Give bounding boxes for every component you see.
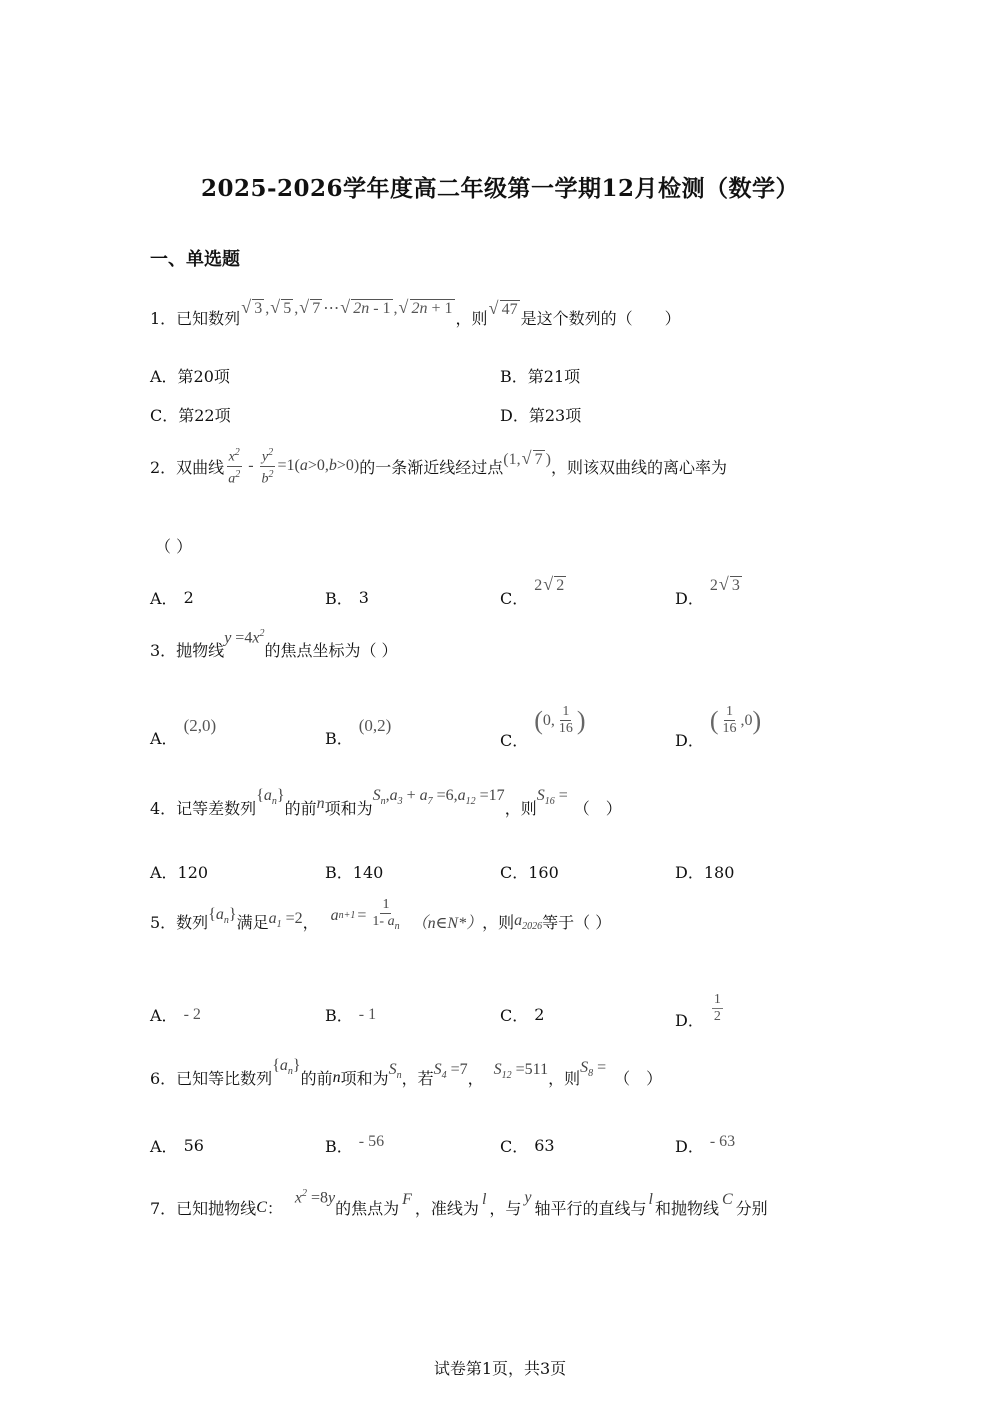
q7-mid1: 的焦点为 <box>335 1199 400 1218</box>
q6-sequence: $\{a_n\}$ <box>272 1057 301 1078</box>
q5-tail: 等于（ ） <box>542 913 612 933</box>
q6-option-a-label: A． <box>150 1137 178 1156</box>
q3-option-d-label: D． <box>675 731 704 750</box>
q2-point: (1, √ 7 ) <box>503 448 551 469</box>
q5-comma: ， <box>302 913 319 933</box>
q5-recurrence: a n+1 = $\frac{1}{1- a_n}$ <box>330 897 400 932</box>
q7-c2: C <box>722 1190 733 1208</box>
q7-l2: l <box>648 1190 653 1208</box>
q2-option-d-label: D． <box>675 589 704 608</box>
page-footer: 试卷第1页，共3页 <box>433 1359 567 1378</box>
q4-mid1: 的前 <box>284 799 317 818</box>
q4-ask: $S_{16}$ = <box>536 787 568 808</box>
q6-option-d-value: - 63 <box>709 1132 736 1150</box>
q3-equation: $y =4x^2$ <box>224 627 265 647</box>
q2-mid: 的一条渐近线经过点 <box>359 457 504 477</box>
q7-mid3: ，与 <box>489 1199 522 1218</box>
q6-mid3: ，若 <box>401 1069 434 1088</box>
q5-option-d-label: D． <box>675 1011 704 1030</box>
q5-mid: 满足 <box>236 913 269 933</box>
q7-c: C <box>256 1198 267 1216</box>
q5-option-a[interactable] <box>150 1003 201 1026</box>
q6-mid1: 的前 <box>300 1069 333 1088</box>
q5-option-b[interactable] <box>325 1003 376 1026</box>
q5-option-d[interactable] <box>675 992 725 1030</box>
question-5 <box>150 897 612 941</box>
q2-option-d[interactable] <box>675 573 743 609</box>
q4-option-b[interactable]: B．140 <box>325 863 384 882</box>
q7-tail: 分别 <box>735 1199 768 1218</box>
q6-option-c-value: 63 <box>534 1136 555 1155</box>
q2-option-a[interactable] <box>150 586 194 609</box>
q1-option-b[interactable]: B．第21项 <box>500 367 581 386</box>
q6-cond1: $S_4 =7$ <box>433 1061 468 1082</box>
q5-domain: （n∈N*） <box>411 915 483 933</box>
section-heading: 一、单选题 <box>150 249 240 270</box>
q6-mid4: ，则 <box>548 1069 581 1088</box>
q5-option-c[interactable] <box>500 1003 544 1026</box>
question-3 <box>150 627 398 661</box>
q3-option-d[interactable] <box>675 704 762 750</box>
q5-cond1: $a_1 =2$ <box>268 909 303 930</box>
q4-n: n <box>316 794 325 812</box>
q6-option-a-value: 56 <box>183 1136 204 1155</box>
q6-mid2: 项和为 <box>340 1069 389 1088</box>
q2-option-b-label: B． <box>325 589 353 608</box>
q7-mid5: 和抛物线 <box>654 1199 719 1218</box>
q3-option-b-value: (0,2) <box>358 715 392 735</box>
q5-option-a-value: - 2 <box>183 1005 201 1023</box>
q3-tail: 的焦点坐标为（ ） <box>264 641 398 660</box>
q6-tail: （ ） <box>614 1069 663 1088</box>
q6-s: $S_n$ <box>388 1061 402 1082</box>
q2-tail: ，则该双曲线的离心率为 <box>550 457 727 477</box>
q3-option-a-value: (2,0) <box>183 715 217 735</box>
q6-option-c-label: C． <box>500 1137 529 1156</box>
q3-option-a[interactable] <box>150 714 217 748</box>
q5-option-b-label: B． <box>325 1006 353 1025</box>
q7-stem: 7．已知抛物线 <box>150 1199 257 1218</box>
q7-l: l <box>481 1190 487 1208</box>
q4-option-d[interactable]: D．180 <box>675 863 735 882</box>
question-2 <box>150 445 727 487</box>
q6-n: n <box>332 1068 341 1086</box>
q5-option-c-value: 2 <box>534 1005 545 1024</box>
q6-stem: 6．已知等比数列 <box>150 1069 273 1088</box>
q1-sequence: √ 3 , √ 5 , √ 7 ⋯ √ 2n - 1 , √ 2n + 1 <box>241 296 453 317</box>
q6-ask: $S_8$ = <box>580 1059 607 1080</box>
q7-y: y <box>524 1188 532 1206</box>
q6-option-b[interactable] <box>325 1134 384 1157</box>
q2-option-a-label: A． <box>150 589 178 608</box>
q4-option-c[interactable]: C．160 <box>500 863 559 882</box>
q2-paren: （ ） <box>155 537 193 556</box>
q4-tail: （ ） <box>573 799 622 818</box>
q5-stem: 5．数列 <box>150 913 209 933</box>
q7-colon: ： <box>266 1199 283 1218</box>
q2-option-c-label: C． <box>500 589 529 608</box>
q6-comma: ， <box>467 1069 484 1088</box>
q1-stem: 1．已知数列 <box>150 309 241 328</box>
question-7 <box>150 1187 768 1219</box>
q3-option-c-label: C． <box>500 731 529 750</box>
q7-mid4: 轴平行的直线与 <box>534 1199 647 1218</box>
q3-option-b-label: B． <box>325 729 353 748</box>
q6-option-d-label: D． <box>675 1137 704 1156</box>
q5-sequence: $\{a_n\}$ <box>208 905 237 926</box>
q4-stem: 4．记等差数列 <box>150 799 257 818</box>
q4-mid2: 项和为 <box>324 799 373 818</box>
q7-equation: $x^2 =8y$ <box>294 1187 336 1207</box>
q3-stem: 3．抛物线 <box>150 641 225 660</box>
q3-option-c[interactable] <box>500 704 586 750</box>
q3-option-a-label: A． <box>150 729 178 748</box>
q3-option-d-value: ( $\frac{1}{16}$ ,0 ) <box>709 704 762 736</box>
q7-mid2: ，准线为 <box>414 1199 479 1218</box>
q6-cond2: $S_{12} =511$ <box>493 1061 549 1082</box>
q4-mid3: ，则 <box>504 799 537 818</box>
q2-option-c[interactable] <box>500 573 567 609</box>
question-1 <box>150 296 681 329</box>
q1-mid: ，则 <box>455 309 488 328</box>
q5-option-d-value: $\frac{1}{2}$ <box>713 992 721 1024</box>
page-title: 2025-2026学年度高二年级第一学期12月检测（数学） <box>200 175 800 202</box>
q2-option-a-value: 2 <box>183 588 194 607</box>
q2-option-b[interactable] <box>325 586 369 609</box>
q6-option-a[interactable] <box>150 1134 204 1157</box>
q2-option-c-value: 2 √ 2 <box>534 573 565 594</box>
q6-option-b-value: - 56 <box>358 1132 385 1150</box>
q2-option-b-value: 3 <box>358 588 369 607</box>
q5-ask: $a_{2026}$ <box>514 911 543 932</box>
q2-equation: $\frac{x^2}{a^2}$ - $\frac{y^2}{b^2}$ =1( a >0, b >0) <box>228 447 360 487</box>
question-4 <box>150 787 622 819</box>
q7-f: F <box>402 1190 412 1208</box>
q5-option-c-label: C． <box>500 1006 529 1025</box>
q3-option-c-value: ( 0, $\frac{1}{16}$ ) <box>534 704 586 736</box>
q3-option-b[interactable] <box>325 714 392 748</box>
q5-option-b-value: - 1 <box>358 1005 377 1023</box>
q4-sequence: $\{a_n\}$ <box>256 787 285 808</box>
q1-option-a[interactable]: A．第20项 <box>150 367 230 386</box>
q5-option-a-label: A． <box>150 1006 178 1025</box>
q1-option-d[interactable]: D．第23项 <box>500 406 582 425</box>
q1-option-c[interactable]: C．第22项 <box>150 406 231 425</box>
q5-mid2: ，则 <box>482 913 515 933</box>
q6-option-c[interactable] <box>500 1134 555 1157</box>
q4-option-a[interactable]: A．120 <box>150 863 209 882</box>
q6-option-b-label: B． <box>325 1137 353 1156</box>
q1-tail: 是这个数列的（ ） <box>520 309 681 328</box>
q4-condition: $S_n,a_3 + a_7 =6,a_{12} =17$ <box>372 787 505 808</box>
q2-option-d-value: 2 √ 3 <box>709 573 740 594</box>
q6-option-d[interactable] <box>675 1134 735 1157</box>
question-6 <box>150 1057 663 1089</box>
q2-stem: 2．双曲线 <box>150 457 225 477</box>
q1-value: √ 47 <box>488 297 518 318</box>
